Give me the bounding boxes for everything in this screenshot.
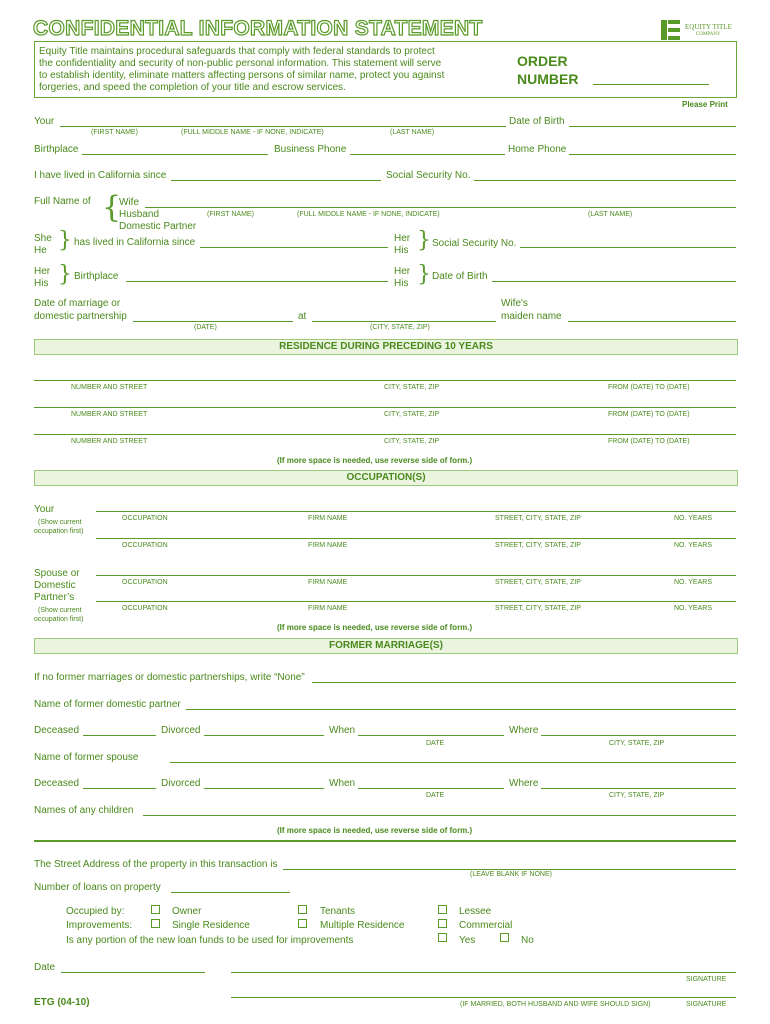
multiple-residence-label: Multiple Residence [320, 920, 405, 931]
residence-heading: RESIDENCE DURING PRECEDING 10 YEARS [34, 339, 738, 355]
lived-ca-label: has lived in California since [74, 237, 196, 248]
occ-caption: OCCUPATION [122, 579, 168, 586]
where-field[interactable] [541, 735, 736, 736]
children-label: Names of any children [34, 805, 134, 816]
date-caption: DATE [426, 792, 445, 799]
none-instruction: If no former marriages or domestic partnerships, write “None” [34, 672, 305, 683]
at-label: at [298, 311, 307, 322]
single-residence-checkbox[interactable] [151, 919, 160, 928]
brace-icon: } [417, 228, 431, 253]
her-label: Her [34, 266, 51, 277]
spouse-occ-label-1: Spouse or [34, 568, 80, 579]
your-name-field[interactable] [60, 126, 506, 127]
former-partner-field[interactable] [186, 709, 736, 710]
more-space-note: (If more space is needed, use reverse side of form.) [277, 826, 473, 835]
owner-checkbox[interactable] [151, 905, 160, 914]
yes-label: Yes [459, 935, 476, 946]
occ-caption: OCCUPATION [122, 605, 168, 612]
from-to-caption: FROM (DATE) TO (DATE) [608, 411, 690, 418]
dob-field[interactable] [569, 126, 736, 127]
multiple-residence-checkbox[interactable] [298, 919, 307, 928]
show-current-2: occupation first) [34, 616, 84, 623]
where-label: Where [509, 725, 539, 736]
your-occ-label: Your [34, 504, 55, 515]
full-name-of-label: Full Name of [34, 196, 91, 207]
spouse-birthplace-label: Birthplace [74, 271, 119, 282]
she-label: She [34, 233, 52, 244]
tenants-label: Tenants [320, 906, 356, 917]
years-caption: NO. YEARS [674, 579, 712, 586]
form-title: CONFIDENTIAL INFORMATION STATEMENT [33, 17, 483, 40]
both-sign-caption: (IF MARRIED, BOTH HUSBAND AND WIFE SHOULD SIGN) [460, 1001, 651, 1008]
wifes-label: Wife's [501, 298, 528, 309]
ssn-field[interactable] [474, 180, 736, 181]
city-caption: CITY, STATE, ZIP [609, 740, 665, 747]
owner-label: Owner [172, 906, 202, 917]
more-space-note: (If more space is needed, use reverse side of form.) [277, 623, 473, 632]
years-caption: NO. YEARS [674, 542, 712, 549]
spouse-last-caption: (LAST NAME) [588, 211, 633, 218]
residence-line-1[interactable] [34, 380, 736, 381]
signature-line-2[interactable] [231, 997, 736, 998]
residence-line-3[interactable] [34, 434, 736, 435]
divorced-field[interactable] [204, 735, 324, 736]
marriage-date-field[interactable] [133, 321, 293, 322]
where-label: Where [509, 778, 539, 789]
divorced-label: Divorced [161, 778, 201, 789]
show-current-2: occupation first) [34, 528, 84, 535]
ca-since-label: I have lived in California since [34, 170, 167, 181]
loans-field[interactable] [171, 892, 290, 893]
ssn-label: Social Security No. [386, 170, 471, 181]
logo-mark-icon [660, 19, 682, 41]
deceased-label: Deceased [34, 725, 80, 736]
maiden-name-field[interactable] [568, 321, 736, 322]
city-caption: CITY, STATE, ZIP [609, 792, 665, 799]
show-current-1: (Show current [38, 607, 82, 614]
signature-caption: SIGNATURE [686, 1001, 727, 1008]
occupation-heading: OCCUPATION(S) [34, 470, 738, 486]
spouse-middle-caption: (FULL MIDDLE NAME - IF NONE, INDICATE) [297, 211, 440, 218]
order-label: ORDER [517, 53, 568, 69]
logo-name: EQUITY TITLE [685, 23, 732, 31]
middle-name-caption: (FULL MIDDLE NAME - IF NONE, INDICATE) [181, 129, 324, 136]
spouse-dob-field[interactable] [492, 281, 736, 282]
street-address-label: The Street Address of the property in this transaction is [34, 859, 278, 870]
marriage-label-1: Date of marriage or [34, 298, 121, 309]
divorced-field[interactable] [204, 788, 324, 789]
date-label: Date [34, 962, 56, 973]
date-caption: (DATE) [194, 324, 217, 331]
when-label: When [329, 725, 356, 736]
street-caption: NUMBER AND STREET [71, 438, 148, 445]
yes-checkbox[interactable] [438, 933, 447, 942]
street-caption: STREET, CITY, STATE, ZIP [495, 515, 581, 522]
last-name-caption: (LAST NAME) [390, 129, 435, 136]
intro-line-4: forgeries, and speed the completion of your title and escrow services. [39, 82, 346, 93]
former-spouse-label: Name of former spouse [34, 752, 139, 763]
street-caption: STREET, CITY, STATE, ZIP [495, 605, 581, 612]
improvement-question: Is any portion of the new loan funds to be used for improvements [66, 935, 354, 946]
no-label: No [521, 935, 534, 946]
residence-line-2[interactable] [34, 407, 736, 408]
wife-label: Wife [119, 197, 139, 208]
commercial-label: Commercial [459, 920, 513, 931]
city-caption: CITY, STATE, ZIP [384, 384, 440, 391]
marriage-place-field[interactable] [312, 321, 496, 322]
his-label: His [34, 278, 49, 289]
spouse-ssn-label: Social Security No. [432, 238, 517, 249]
spouse-name-field[interactable] [145, 207, 736, 208]
no-checkbox[interactable] [500, 933, 509, 942]
occ-caption: OCCUPATION [122, 542, 168, 549]
maiden-name-label: maiden name [501, 311, 562, 322]
city-caption: (CITY, STATE, ZIP) [370, 324, 430, 331]
number-label: NUMBER [517, 71, 579, 87]
when-label: When [329, 778, 356, 789]
years-caption: NO. YEARS [674, 515, 712, 522]
spouse-occ-label-2: Domestic [34, 580, 76, 591]
none-field[interactable] [312, 682, 736, 683]
brace-icon: } [58, 262, 72, 287]
intro-line-2: the confidentiality and security of non-public personal information. This statement will serve [39, 58, 442, 69]
home-phone-field[interactable] [569, 154, 736, 155]
section-divider [34, 840, 736, 842]
ca-since-field[interactable] [171, 180, 381, 181]
business-phone-field[interactable] [350, 154, 505, 155]
deceased-label: Deceased [34, 778, 80, 789]
her-label: Her [394, 266, 411, 277]
occupied-by-label: Occupied by: [66, 906, 125, 917]
street-caption: STREET, CITY, STATE, ZIP [495, 542, 581, 549]
her-label: Her [394, 233, 411, 244]
street-caption: STREET, CITY, STATE, ZIP [495, 579, 581, 586]
lessee-checkbox[interactable] [438, 905, 447, 914]
years-caption: NO. YEARS [674, 605, 712, 612]
company-logo [660, 19, 736, 41]
from-to-caption: FROM (DATE) TO (DATE) [608, 384, 690, 391]
he-label: He [34, 245, 47, 256]
loans-label: Number of loans on property [34, 882, 161, 893]
spouse-occ-label-3: Partner’s [34, 592, 75, 603]
business-phone-label: Business Phone [274, 144, 347, 155]
single-residence-label: Single Residence [172, 920, 250, 931]
street-caption: NUMBER AND STREET [71, 411, 148, 418]
where-field[interactable] [541, 788, 736, 789]
when-field[interactable] [358, 735, 504, 736]
occ-caption: OCCUPATION [122, 515, 168, 522]
brace-icon: { [102, 190, 122, 225]
spouse-occ-line-2[interactable] [96, 601, 736, 602]
more-space-note: (If more space is needed, use reverse side of form.) [277, 456, 473, 465]
spouse-first-caption: (FIRST NAME) [207, 211, 254, 218]
deceased-field[interactable] [83, 788, 156, 789]
your-label: Your [34, 116, 55, 127]
spouse-ca-field[interactable] [200, 247, 388, 248]
your-occ-line-1[interactable] [96, 511, 736, 512]
first-name-caption: (FIRST NAME) [91, 129, 138, 136]
commercial-checkbox[interactable] [438, 919, 447, 928]
domestic-partner-label: Domestic Partner [119, 221, 197, 232]
your-occ-line-2[interactable] [96, 538, 736, 539]
his-label: His [394, 278, 409, 289]
tenants-checkbox[interactable] [298, 905, 307, 914]
city-caption: CITY, STATE, ZIP [384, 411, 440, 418]
brace-icon: } [417, 262, 431, 287]
date-caption: DATE [426, 740, 445, 747]
deceased-field[interactable] [83, 735, 156, 736]
spouse-dob-label: Date of Birth [432, 271, 488, 282]
order-number-field[interactable] [593, 84, 709, 85]
divorced-label: Divorced [161, 725, 201, 736]
firm-caption: FIRM NAME [308, 515, 348, 522]
former-partner-label: Name of former domestic partner [34, 699, 181, 710]
children-field[interactable] [143, 815, 736, 816]
leave-blank-caption: (LEAVE BLANK IF NONE) [470, 871, 552, 878]
street-caption: NUMBER AND STREET [71, 384, 148, 391]
improvements-label: Improvements: [66, 920, 133, 931]
spouse-occ-line-1[interactable] [96, 575, 736, 576]
former-spouse-field[interactable] [170, 762, 736, 763]
form-code: ETG (04-10) [34, 997, 90, 1008]
his-label: His [394, 245, 409, 256]
marriage-label-2: domestic partnership [34, 311, 127, 322]
lessee-label: Lessee [459, 906, 492, 917]
from-to-caption: FROM (DATE) TO (DATE) [608, 438, 690, 445]
firm-caption: FIRM NAME [308, 605, 348, 612]
signature-caption: SIGNATURE [686, 976, 727, 983]
brace-icon: } [58, 228, 72, 253]
intro-line-1: Equity Title maintains procedural safeguards that comply with federal standards to protect [39, 46, 435, 57]
signature-line-1[interactable] [231, 972, 736, 973]
intro-line-3: to establish identity, eliminate matters affecting persons of similar name, protect you against [39, 70, 445, 81]
street-address-field[interactable] [283, 869, 736, 870]
firm-caption: FIRM NAME [308, 579, 348, 586]
spouse-birthplace-field[interactable] [126, 281, 388, 282]
former-heading: FORMER MARRIAGE(S) [34, 638, 738, 654]
city-caption: CITY, STATE, ZIP [384, 438, 440, 445]
show-current-1: (Show current [38, 519, 82, 526]
husband-label: Husband [119, 209, 160, 220]
home-phone-label: Home Phone [508, 144, 567, 155]
dob-label: Date of Birth [509, 116, 565, 127]
spouse-ssn-field[interactable] [520, 247, 736, 248]
birthplace-field[interactable] [82, 154, 268, 155]
please-print: Please Print [682, 100, 728, 109]
logo-sub: COMPANY [696, 32, 721, 37]
when-field[interactable] [358, 788, 504, 789]
date-field[interactable] [61, 972, 205, 973]
birthplace-label: Birthplace [34, 144, 79, 155]
firm-caption: FIRM NAME [308, 542, 348, 549]
